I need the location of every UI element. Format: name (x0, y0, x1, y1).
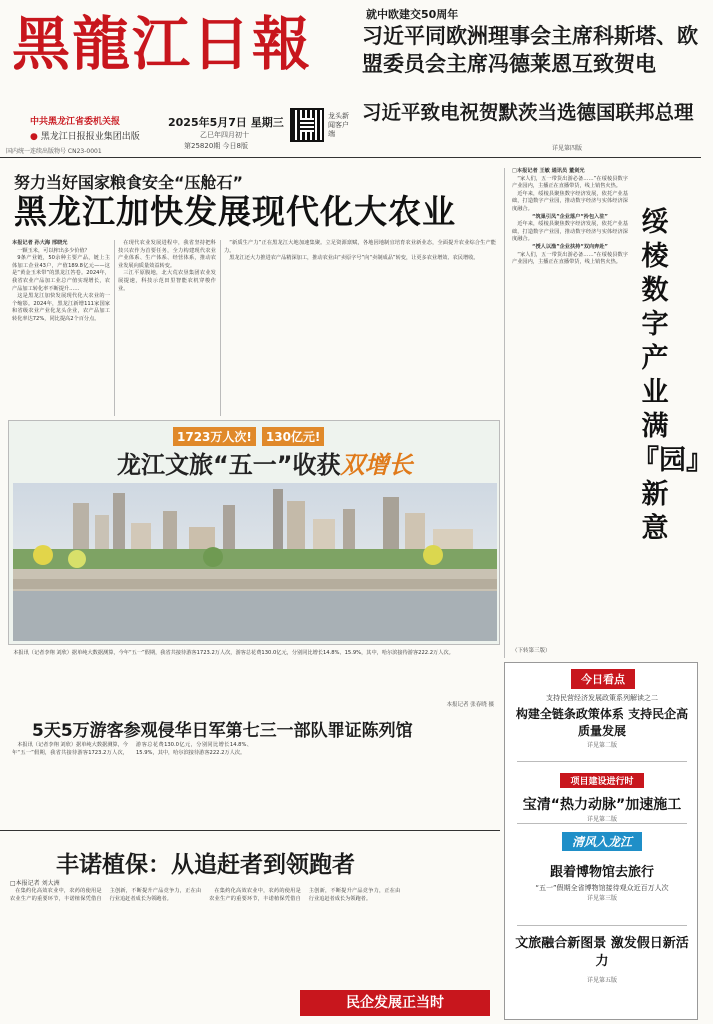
tourism-banner (173, 427, 330, 446)
right-byline: □本报记者 王敏 通讯员 董剑光 (512, 168, 585, 174)
today-highlights-box (504, 662, 698, 1020)
tourism-caption (8, 650, 500, 708)
plant-body: 在集约化高效农业中，农药的使用是农业生产的重要环节，丰诺植保凭借自主创新，不断提升产品竞争力，正在由行业追赶者成长为领跑者。 在集约化高效农业中，农药的使用是农业生产的重要环节，丰诺植保凭借自主创新，不断提升产品竞争力，正在由行业追赶者成长为领跑者。 (10, 888, 401, 902)
today-item-headline: 宝清“热力动脉”加速施工 (522, 797, 682, 813)
lead-paragraph: 三江平原腹地，北大荒农垦集团农业发展提速，科技示范田里智能农机穿梭作业。 (118, 270, 216, 292)
top-news-page-note: 详见第四版 (552, 145, 583, 152)
lead-paragraph: 9条产业链，50余种主要产品，链上主体加工企业43户，产值189.8亿元——这是“黄金玉米带”的黑龙江答卷。2024年，我省农业产品加工业总产值实现增长，农产品加工转化率不断提升…… (12, 255, 110, 292)
project-tag: 项目建设进行时 (560, 773, 643, 788)
publisher-label: ● 黑龙江日报报业集团出版 (30, 132, 140, 142)
lead-paragraph: 这是黑龙江加快发展现代化大农业的一个缩影。2024年，黑龙江新增111家国家和省级农业产业化龙头企业，农产品加工转化率达72%，同比提高2个百分点。 (12, 293, 110, 322)
today-item-kicker: 支持民营经济发展政策系列解读之二 (546, 694, 658, 702)
today-item-headline: 文旅融合新图景 激发假日新活力 (515, 936, 689, 969)
visitor-count-badge: 1723万人次! (173, 427, 256, 446)
lead-kicker: 努力当好国家粮食安全“压舱石” (14, 173, 244, 192)
today-divider (517, 761, 687, 762)
today-item[interactable] (511, 831, 693, 902)
lead-column-2 (118, 240, 216, 416)
today-item-page: 详见第二版 (586, 742, 617, 749)
today-divider (517, 925, 687, 926)
masthead-divider (0, 157, 701, 158)
issue-date: 2025年5月7日 星期三 (168, 116, 284, 129)
publisher-dot-icon: ● (30, 132, 38, 142)
right-column-body: □本报记者 王敏 通讯员 董剑光 “家人们，五一带货出游必备……”在绥棱县数字产业园内，主播正在直播带货，线上销售火热。 近年来，绥棱县聚焦数字经济发展，依托产业基础，打造数字产业园，推动数字经济与实体经济深度融合。 “筑巢引凤”企业落户“拎包入驻” 近年来，绥棱县聚焦数字经济发展，依托产业基础，打造数字产业园，推动数字经济与实体经济深度融合。 “授人以渔”企业扶持“双向奔赴” “家人们，五一带货出游必备……”在绥棱县数字产业园内，主播正在直播带货，线上销售火热。 (512, 168, 628, 266)
city-skyline-photo (13, 483, 497, 641)
suiling-vertical-headline[interactable]: 绥棱 数字产业满『园』新意 (632, 207, 713, 544)
lead-column-1 (12, 240, 110, 416)
lead-paragraph: “新质生产力”正在黑龙江大地加速集聚。立足资源禀赋，各地因地制宜培育农业新业态，全面提升农业综合生产能力。 (224, 240, 496, 254)
revenue-badge: 130亿元! (262, 427, 325, 446)
top-news-headline-2[interactable]: 习近平致电祝贺默茨当选德国联邦总理 (362, 101, 694, 124)
plant-byline: □本报记者 刘大洲 (10, 880, 60, 887)
unit731-museum-headline[interactable]: 5天5万游客参观侵华日军第七三一部队罪证陈列馆 (32, 721, 413, 741)
right-continued-note: （下转第三版） (512, 648, 551, 654)
issue-number: 第25820期 今日8版 (184, 142, 248, 150)
today-item-sub: “五一”假期全省博物馆接待观众近百万人次 (535, 884, 669, 892)
masthead (0, 0, 701, 158)
cn-number: 国内统一连续出版物号 CN23-0001 (6, 148, 102, 155)
today-item[interactable] (511, 769, 693, 823)
newspaper-logo: 黑龍江日報 (12, 10, 313, 78)
private-enterprise-column-tag: 民企发展正当时 (300, 990, 490, 1016)
column-divider (504, 168, 505, 658)
today-highlights-title: 今日看点 (571, 669, 635, 689)
lead-headline[interactable]: 黑龙江加快发展现代化大农业 (14, 192, 456, 231)
qr-code-icon[interactable] (290, 108, 324, 142)
photo-credit: 本报记者 张春晓 摄 (446, 702, 494, 708)
right-subhead: “筑巢引凤”企业落户“拎包入驻” (532, 213, 608, 220)
today-item-headline: 跟着博物馆去旅行 (549, 865, 654, 880)
tourism-headline[interactable]: 龙江文旅“五一”收获双增长 (117, 451, 413, 479)
top-news-kicker: 就中欧建交50周年 (366, 8, 459, 21)
lead-column-3 (224, 240, 496, 416)
today-item-page: 详见第三版 (586, 895, 617, 902)
lead-paragraph: 在现代农业发展进程中，我省坚持把科技兴农作为首要任务，全力构建现代农业产业体系、生产体系、经营体系，推动农业发展向质量效益转变。 (118, 240, 216, 269)
qr-label: 龙头新闻客户端 (328, 112, 349, 138)
qingfeng-logo: 清风入龙江 (562, 832, 642, 851)
today-item-page: 详见第五版 (586, 977, 617, 984)
section-divider (0, 830, 500, 831)
tourism-headline-emphasis: 双增长 (340, 451, 413, 479)
harbin-riverside-photo (13, 483, 497, 641)
unit731-body: 本报讯（记者李翔 刘欣）据单纯大数据测算，今年“五一”假期，我省共接待游客1723.2万人次，游客总花费130.0亿元，分别同比增长14.8%、15.9%，其中，哈尔滨接待游客222.2万人次。 (12, 742, 252, 756)
today-item-page: 详见第二版 (586, 816, 617, 823)
tourism-caption-text: 本报讯（记者李翔 刘欣）据单纯大数据测算，今年“五一”假期，我省共接待游客1723.2万人次，游客总花费130.0亿元，分别同比增长14.8%、15.9%，其中，哈尔滨接待游客222.2万人次。 (13, 650, 454, 656)
lead-byline: 本报记者 孙大海 邢晓光 (12, 240, 68, 246)
today-item-headline: 构建全链条政策体系 支持民企高质量发展 (515, 707, 689, 738)
column-divider (220, 240, 221, 416)
today-item[interactable] (511, 935, 693, 984)
lead-paragraph: 一颗玉米，可以榨出多少价值？ (17, 247, 90, 254)
org-label: 中共黑龙江省委机关报 (30, 117, 121, 127)
lunar-date: 乙巳年四月初十 (200, 131, 249, 139)
lead-paragraph: 黑龙江还大力推进农产品精深加工，推动农业由“卖原字号”向“卖制成品”转变，让更多农业增效、农民增收。 (229, 255, 479, 262)
column-divider (114, 240, 115, 416)
culture-tourism-feature (8, 420, 500, 645)
top-news-headline[interactable]: 习近平同欧洲理事会主席科斯塔、欧盟委员会主席冯德莱恩互致贺电 (362, 24, 698, 76)
today-divider (517, 823, 687, 824)
right-subhead: “授人以渔”企业扶持“双向奔赴” (532, 243, 608, 250)
plant-headline[interactable]: 丰诺植保：从追赶者到领跑者 (56, 852, 355, 878)
today-item[interactable] (511, 693, 693, 749)
